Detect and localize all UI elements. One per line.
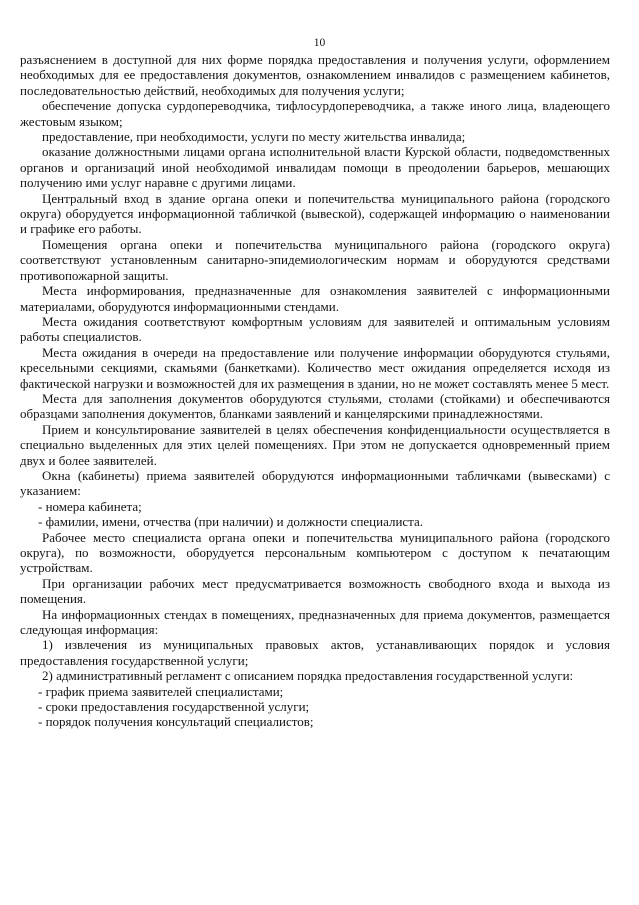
paragraph-sign-interpreter: обеспечение допуска сурдопереводчика, тифлосурдопереводчика, а также иного лица, владеющего жестовым языком; [20,98,610,129]
list-item-municipal-acts: 1) извлечения из муниципальных правовых актов, устанавливающих порядок и условия предоставления государственной услуги; [20,637,610,668]
paragraph-queue-seating: Места ожидания в очереди на предоставление или получение информации оборудуются стульями, кресельными секциями, скамьями (банкетками). Количество мест ожидания определяется исходя из фактической нагрузки и возможностей для их размещения в здании, но не может составлять менее 5 мест. [20,344,610,391]
list-item-service-terms: - сроки предоставления государственной услуги; [38,699,310,715]
list-item-reception-schedule: - график приема заявителей специалистами; [38,683,284,699]
page-number: 10 [313,37,326,49]
paragraph-specialist-workplace: Рабочее место специалиста органа опеки и попечительства муниципального района (городского округа), по возможности, оборудуется персональным компьютером с доступом к печатающим устройствам. [20,529,610,576]
list-item-administrative-regulation: 2) административный регламент с описанием порядка предоставления государственной услуги: [42,668,574,684]
paragraph-accessibility-explanation: разъяснением в доступной для них форме порядка предоставления и получения услуги, оформлением необходимых для ее предоставления документов, ознакомлением инвалидов с размещением кабинетов, последовательностью действий, необходимых для получения услуги; [20,52,610,98]
list-item-room-number: - номера кабинета; [38,498,142,514]
paragraph-information-places: Места информирования, предназначенные для ознакомления заявителей с информационными материалами, оборудуются информационными стендами. [20,283,610,314]
paragraph-information-stands: На информационных стендах в помещениях, предназначенных для приема документов, размещается следующая информация: [20,606,610,638]
paragraph-central-entrance: Центральный вход в здание органа опеки и попечительства муниципального района (городского округа) оборудуется информационной табличкой (вывеской), содержащей информацию о наименовании и графике его работы. [20,190,610,237]
paragraph-form-filling-places: Места для заполнения документов оборудуются стульями, столами (стойками) и обеспечиваются образцами заполнения документов, бланками заявлений и канцелярскими принадлежностями. [20,390,610,422]
paragraph-consultation-rooms: Прием и консультирование заявителей в целях обеспечения конфиденциальности осуществляется в специально выделенных для этих целей помещениях. При этом не допускается одновременный прием двух и более заявителей. [20,421,610,468]
paragraph-service-at-residence: предоставление, при необходимости, услуги по месту жительства инвалида; [42,129,466,145]
paragraph-waiting-places: Места ожидания соответствуют комфортным условиям для заявителей и оптимальным условиям работы специалистов. [20,313,610,345]
list-item-consultation-procedure: - порядок получения консультаций специалистов; [38,714,314,730]
paragraph-free-access: При организации рабочих мест предусматривается возможность свободного входа и выхода из помещения. [20,575,610,607]
document-body [20,52,610,730]
paragraph-premises-norms: Помещения органа опеки и попечительства муниципального района (городского округа) соответствуют установленным санитарно-эпидемиологическим нормам и оборудуются средствами противопожарной защиты. [20,236,610,283]
paragraph-official-assistance: оказание должностными лицами органа исполнительной власти Курской области, подведомственных органов и организаций иной необходимой инвалидам помощи в преодолении барьеров, мешающих получению ими услуг наравне с другими лицами. [20,144,610,191]
paragraph-reception-windows: Окна (кабинеты) приема заявителей оборудуются информационными табличками (вывесками) с указанием: [20,467,610,499]
list-item-specialist-name: - фамилии, имени, отчества (при наличии) и должности специалиста. [38,514,424,530]
